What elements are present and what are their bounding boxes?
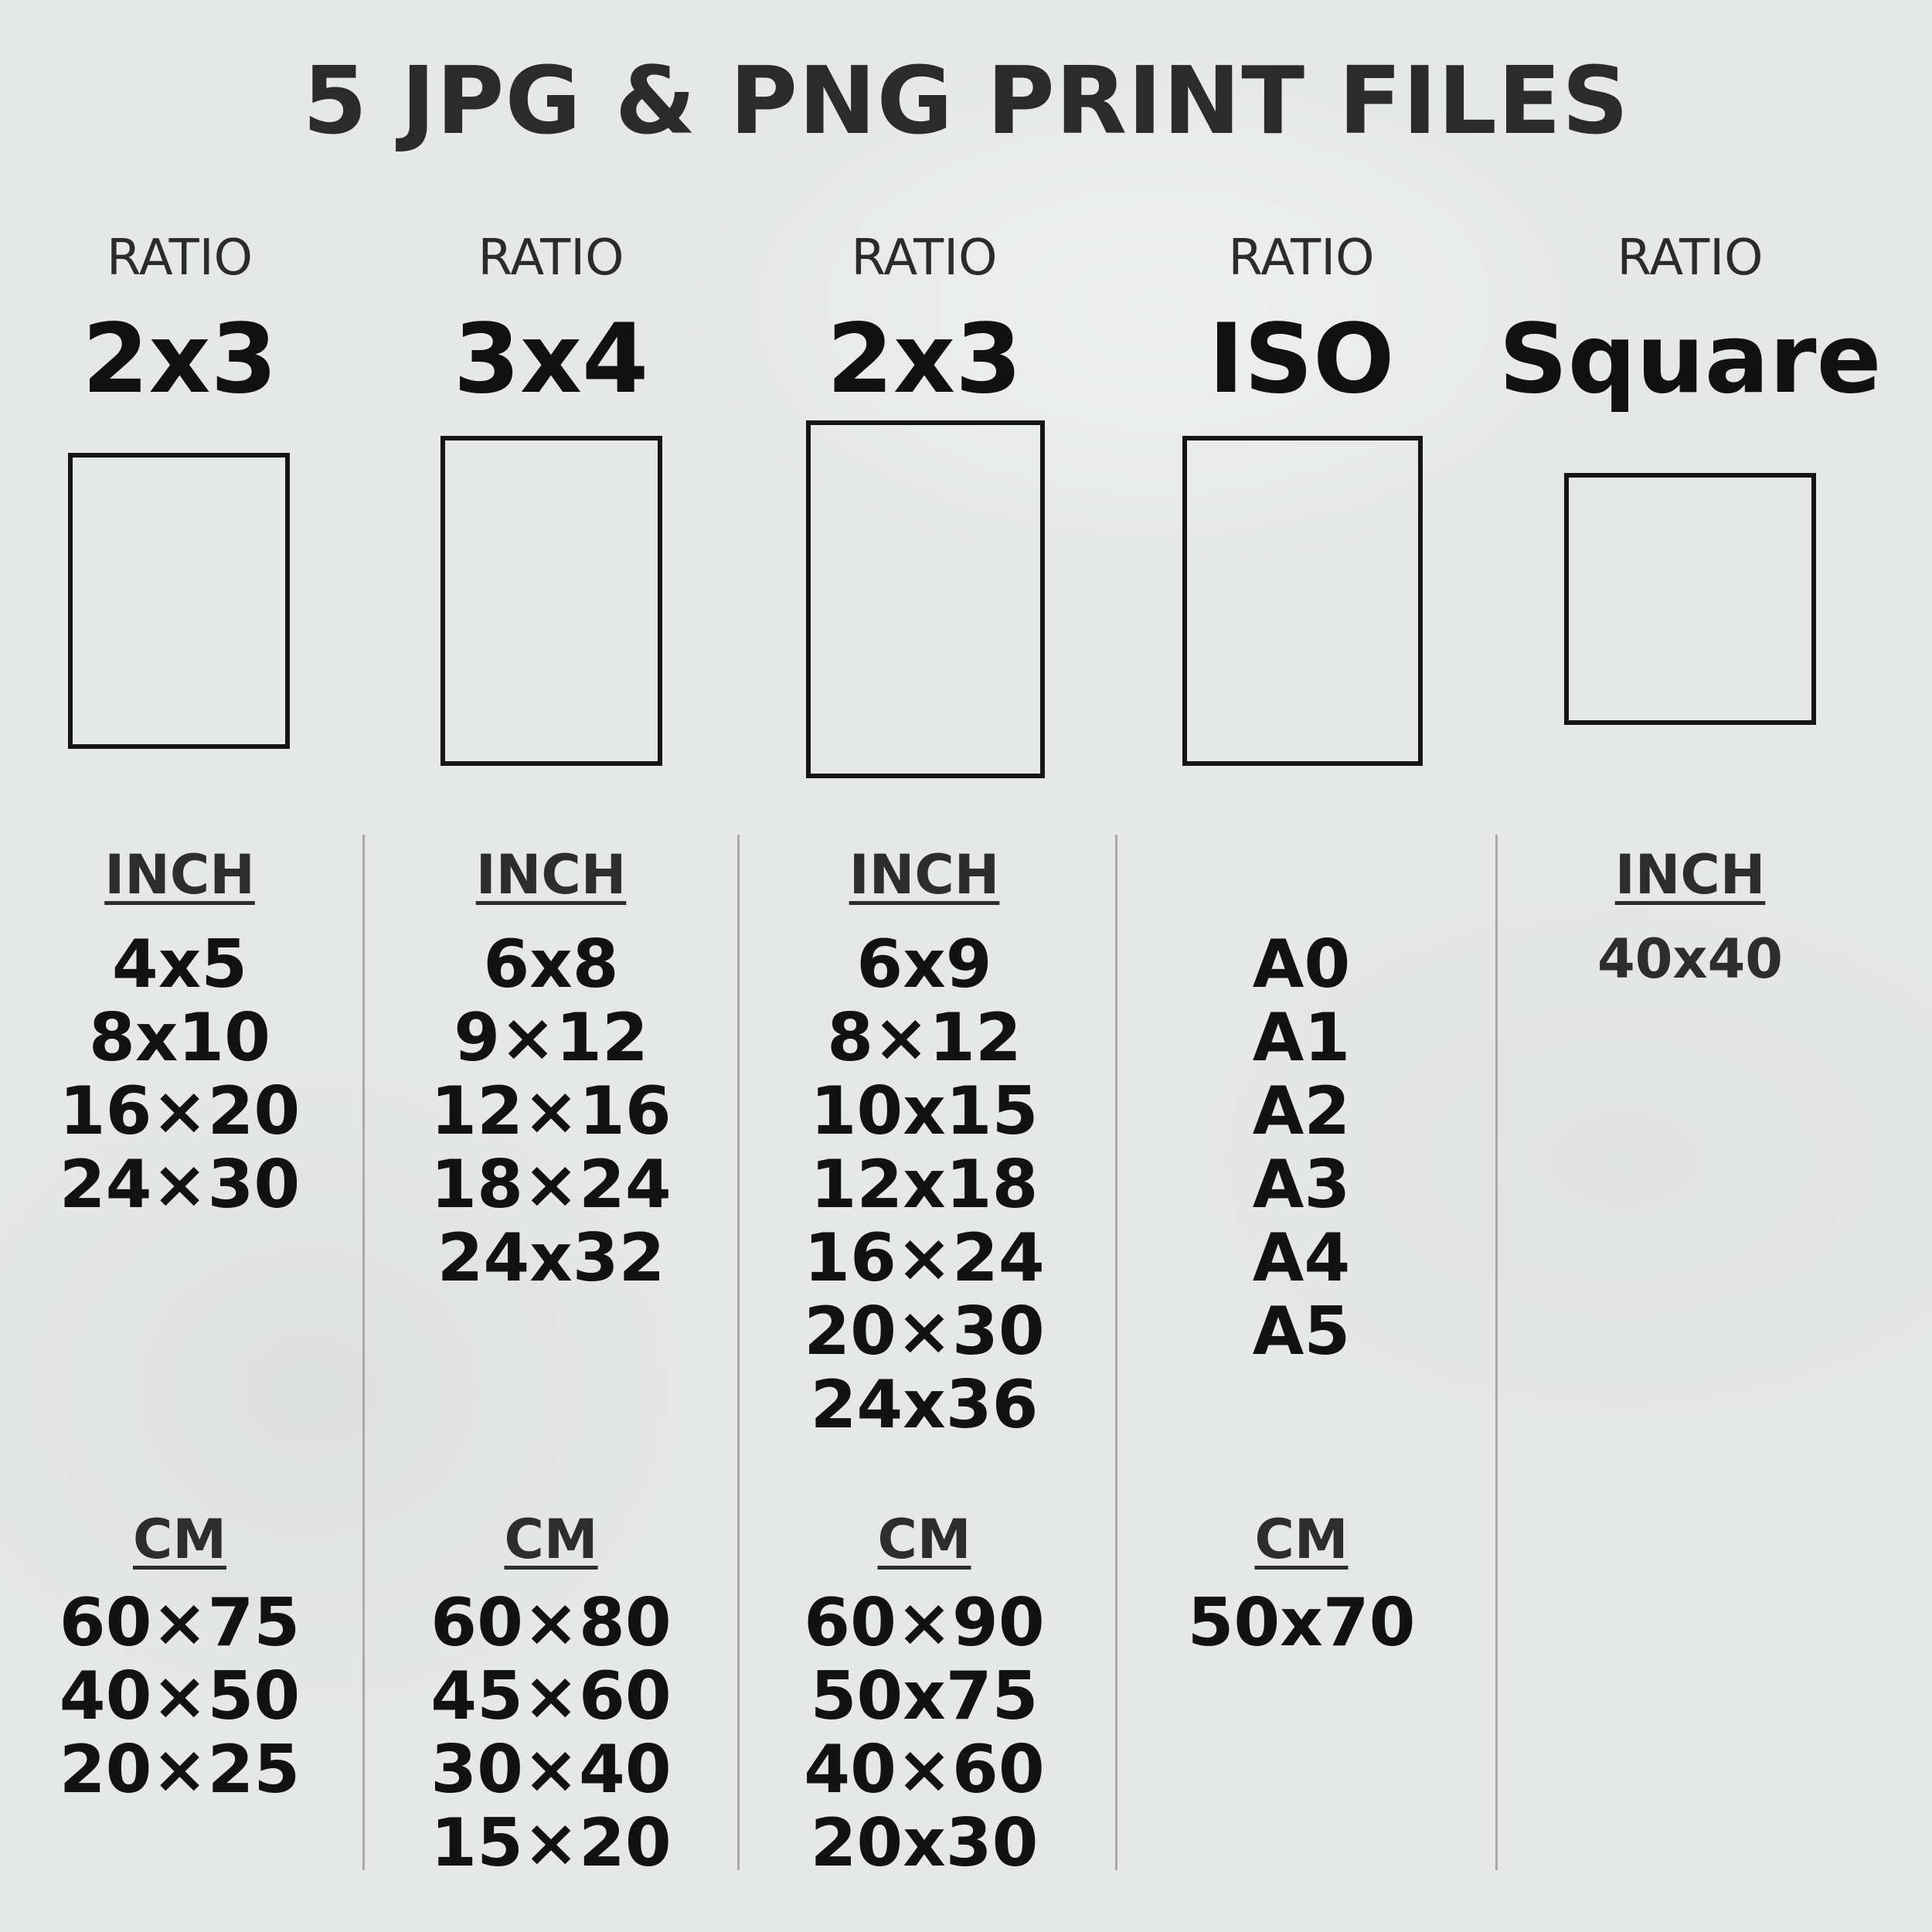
size-item: 12×16 [430, 1073, 672, 1150]
size-item: 6x8 [483, 926, 619, 1003]
size-item: 8×12 [827, 999, 1022, 1077]
cm-heading: CM [877, 1508, 971, 1571]
ratio-value: 2x3 [826, 304, 1022, 415]
ratio-value: 2x3 [82, 304, 277, 415]
size-item: 60×90 [804, 1584, 1045, 1662]
size-item: 60×80 [430, 1584, 672, 1662]
size-item: 24×30 [59, 1146, 301, 1223]
inch-heading: INCH [849, 843, 1000, 906]
size-item: 24x32 [437, 1219, 665, 1297]
ratio-frame-preview [1564, 473, 1816, 725]
cm-size-list [739, 1584, 1110, 1882]
ratio-column-2x3-large [739, 0, 1110, 1932]
size-item: 20×30 [804, 1293, 1045, 1370]
size-item: 45×60 [430, 1658, 672, 1735]
cm-heading: CM [132, 1508, 227, 1571]
size-item: A0 [1252, 926, 1351, 1003]
inch-size-list [366, 928, 736, 1295]
inch-size-list [1497, 927, 1883, 992]
inch-size-list [0, 928, 359, 1222]
size-item: 40×50 [59, 1658, 301, 1735]
size-item: 4x5 [111, 926, 248, 1003]
ratio-value: ISO [1208, 304, 1395, 415]
size-item: 15×20 [430, 1804, 672, 1882]
iso-size-list [1116, 928, 1487, 1369]
ratio-value: 3x4 [453, 304, 649, 415]
size-item: 40×60 [804, 1731, 1045, 1808]
size-item: 8x10 [89, 999, 270, 1077]
ratio-label: RATIO [851, 230, 998, 287]
cm-size-list [0, 1584, 359, 1808]
size-item: 9×12 [454, 999, 648, 1077]
size-item: 20×25 [59, 1731, 301, 1808]
ratio-value: Square [1498, 304, 1882, 415]
ratio-column-3x4 [366, 0, 736, 1932]
column-divider [362, 835, 365, 1870]
inch-heading: INCH [475, 843, 627, 906]
inch-size-list [739, 928, 1110, 1442]
cm-heading: CM [504, 1508, 598, 1571]
size-item: A4 [1252, 1219, 1351, 1297]
size-item: A3 [1252, 1146, 1351, 1223]
ratio-column-2x3 [0, 0, 359, 1932]
ratio-frame-preview [440, 436, 662, 766]
size-item: 16×20 [59, 1073, 301, 1150]
ratio-label: RATIO [1228, 230, 1375, 287]
page-title: 5 JPG & PNG PRINT FILES [302, 48, 1630, 155]
cm-size-list [1116, 1584, 1487, 1662]
size-item: 30×40 [430, 1731, 672, 1808]
size-item: 6x9 [856, 926, 992, 1003]
ratio-frame-preview [68, 453, 290, 749]
ratio-column-iso [1116, 0, 1487, 1932]
ratio-label: RATIO [106, 230, 253, 287]
ratio-frame-preview [806, 420, 1045, 778]
ratio-column-square [1497, 0, 1883, 1932]
inch-heading: INCH [104, 843, 255, 906]
inch-heading: INCH [1614, 843, 1766, 906]
ratio-frame-preview [1182, 436, 1423, 766]
size-item: 60×75 [59, 1584, 301, 1662]
size-item: A1 [1252, 999, 1351, 1077]
ratio-label: RATIO [478, 230, 624, 287]
size-item: 24x36 [810, 1366, 1039, 1444]
size-item: 50x75 [810, 1658, 1039, 1735]
size-item: 12x18 [810, 1146, 1039, 1223]
size-item: A5 [1252, 1293, 1351, 1370]
size-item: 16×24 [804, 1219, 1045, 1297]
size-item: 10x15 [810, 1073, 1039, 1150]
cm-heading: CM [1254, 1508, 1349, 1571]
size-item: A2 [1252, 1073, 1351, 1150]
size-item: 40x40 [1597, 927, 1783, 991]
size-item: 18×24 [430, 1146, 672, 1223]
cm-size-list [366, 1584, 736, 1882]
size-item: 20x30 [810, 1804, 1039, 1882]
size-item: 50x70 [1187, 1584, 1416, 1662]
ratio-label: RATIO [1617, 230, 1764, 287]
